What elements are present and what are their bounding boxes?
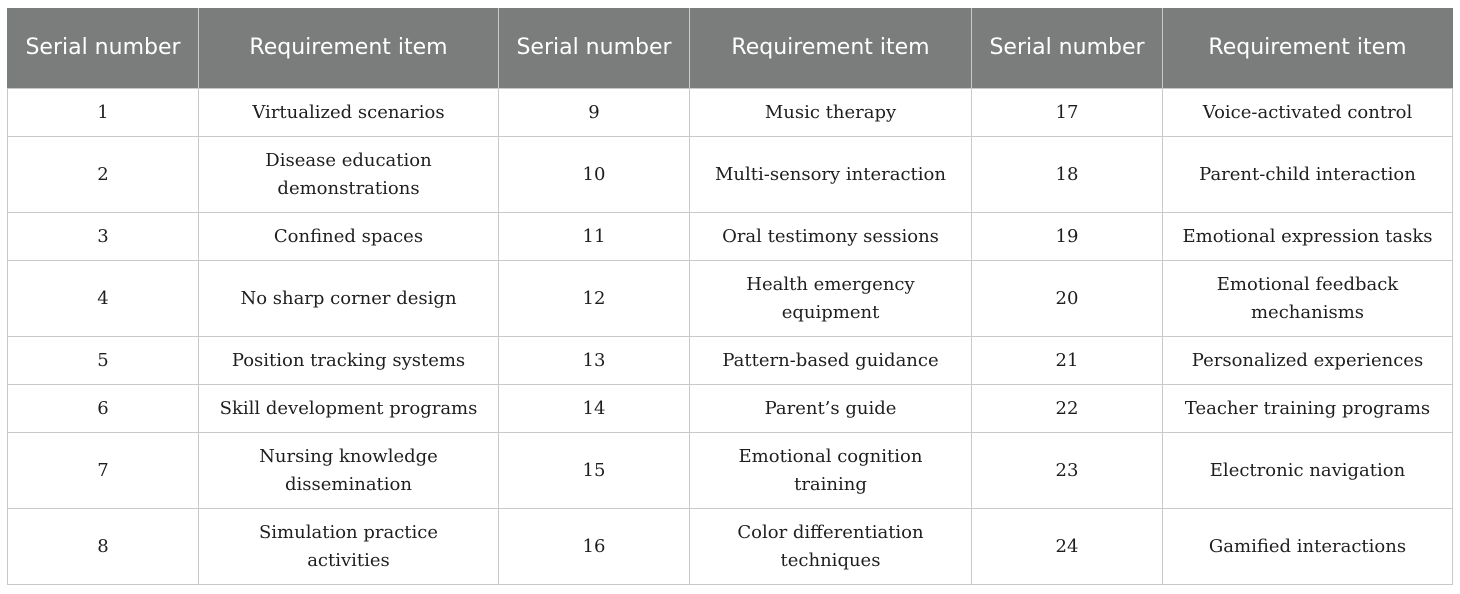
table-row xyxy=(8,213,1453,261)
table-row xyxy=(8,137,1453,213)
requirement-item-cell: Position tracking systems xyxy=(199,337,499,385)
serial-number-cell: 20 xyxy=(972,261,1163,337)
table-row xyxy=(8,385,1453,433)
requirement-item-cell: Oral testimony sessions xyxy=(690,213,972,261)
serial-number-cell: 21 xyxy=(972,337,1163,385)
header-serial-number-2: Serial number xyxy=(499,8,690,89)
serial-number-cell: 24 xyxy=(972,509,1163,585)
requirement-item-cell: Voice-activated control xyxy=(1163,89,1453,137)
serial-number-cell: 14 xyxy=(499,385,690,433)
serial-number-cell: 23 xyxy=(972,433,1163,509)
requirement-item-cell: Health emergency equipment xyxy=(690,261,972,337)
requirements-table xyxy=(7,8,1453,585)
requirement-item-cell: No sharp corner design xyxy=(199,261,499,337)
serial-number-cell: 16 xyxy=(499,509,690,585)
serial-number-cell: 15 xyxy=(499,433,690,509)
header-requirement-item-3: Requirement item xyxy=(1163,8,1453,89)
requirement-item-cell: Teacher training programs xyxy=(1163,385,1453,433)
serial-number-cell: 3 xyxy=(8,213,199,261)
serial-number-cell: 19 xyxy=(972,213,1163,261)
serial-number-cell: 18 xyxy=(972,137,1163,213)
header-requirement-item-2: Requirement item xyxy=(690,8,972,89)
requirement-item-cell: Gamified interactions xyxy=(1163,509,1453,585)
serial-number-cell: 22 xyxy=(972,385,1163,433)
serial-number-cell: 17 xyxy=(972,89,1163,137)
table-row xyxy=(8,261,1453,337)
table-row xyxy=(8,509,1453,585)
serial-number-cell: 11 xyxy=(499,213,690,261)
table-row xyxy=(8,89,1453,137)
header-serial-number-3: Serial number xyxy=(972,8,1163,89)
requirement-item-cell: Nursing knowledge dissemination xyxy=(199,433,499,509)
serial-number-cell: 1 xyxy=(8,89,199,137)
requirement-item-cell: Music therapy xyxy=(690,89,972,137)
serial-number-cell: 10 xyxy=(499,137,690,213)
header-requirement-item-1: Requirement item xyxy=(199,8,499,89)
serial-number-cell: 2 xyxy=(8,137,199,213)
requirement-item-cell: Confined spaces xyxy=(199,213,499,261)
requirement-item-cell: Pattern-based guidance xyxy=(690,337,972,385)
serial-number-cell: 7 xyxy=(8,433,199,509)
requirement-item-cell: Multi-sensory interaction xyxy=(690,137,972,213)
table-row xyxy=(8,337,1453,385)
serial-number-cell: 9 xyxy=(499,89,690,137)
requirement-item-cell: Parent’s guide xyxy=(690,385,972,433)
serial-number-cell: 6 xyxy=(8,385,199,433)
requirement-item-cell: Personalized experiences xyxy=(1163,337,1453,385)
header-serial-number-1: Serial number xyxy=(8,8,199,89)
requirement-item-cell: Emotional feedback mechanisms xyxy=(1163,261,1453,337)
requirement-item-cell: Skill development programs xyxy=(199,385,499,433)
requirement-item-cell: Emotional expression tasks xyxy=(1163,213,1453,261)
requirement-item-cell: Disease education demonstrations xyxy=(199,137,499,213)
requirement-item-cell: Simulation practice activities xyxy=(199,509,499,585)
serial-number-cell: 4 xyxy=(8,261,199,337)
header-row xyxy=(8,8,1453,89)
requirement-item-cell: Emotional cognition training xyxy=(690,433,972,509)
table-row xyxy=(8,433,1453,509)
requirement-item-cell: Electronic navigation xyxy=(1163,433,1453,509)
requirement-item-cell: Virtualized scenarios xyxy=(199,89,499,137)
requirement-item-cell: Parent-child interaction xyxy=(1163,137,1453,213)
serial-number-cell: 8 xyxy=(8,509,199,585)
serial-number-cell: 5 xyxy=(8,337,199,385)
requirement-item-cell: Color differentiation techniques xyxy=(690,509,972,585)
serial-number-cell: 12 xyxy=(499,261,690,337)
serial-number-cell: 13 xyxy=(499,337,690,385)
